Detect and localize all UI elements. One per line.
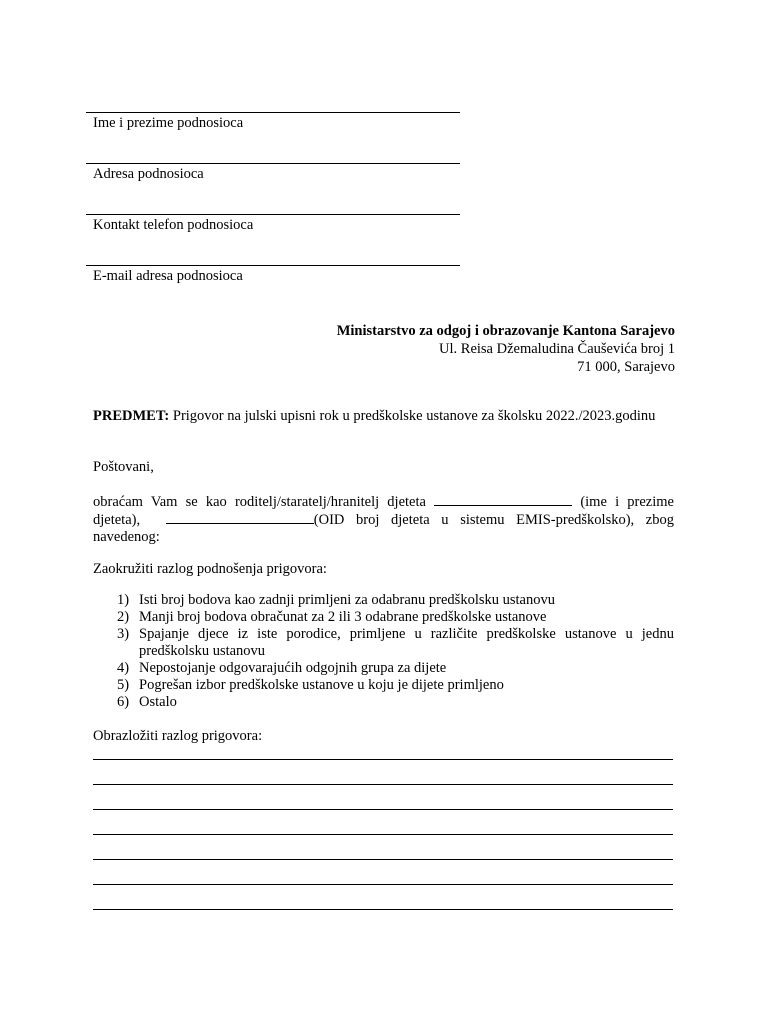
reason-text: Ostalo xyxy=(139,694,177,710)
reason-text: Manji broj bodova obračunat za 2 ili 3 odabrane predškolske ustanove xyxy=(139,609,547,625)
body-text-part3: (OID broj djeteta u sistemu EMIS-predškolsko), zbog navedenog: xyxy=(93,512,674,545)
reason-text: Pogrešan izbor predškolske ustanove u koju je dijete primljeno xyxy=(139,677,504,693)
explain-instruction: Obrazložiti razlog prigovora: xyxy=(93,728,263,744)
applicant-email-line[interactable] xyxy=(86,265,460,266)
circle-instruction: Zaokružiti razlog podnošenja prigovora: xyxy=(93,561,327,577)
answer-line[interactable] xyxy=(93,809,673,810)
applicant-phone-line[interactable] xyxy=(86,214,460,215)
reason-text: Nepostojanje odgovarajućih odgojnih grupa za dijete xyxy=(139,660,447,676)
reason-number: 2) xyxy=(117,609,130,625)
reason-number: 6) xyxy=(117,694,130,710)
applicant-name-field[interactable] xyxy=(86,112,460,131)
applicant-address-label: Adresa podnosioca xyxy=(93,166,204,182)
applicant-phone-field[interactable] xyxy=(86,214,460,233)
applicant-email-label: E-mail adresa podnosioca xyxy=(93,268,243,284)
answer-line[interactable] xyxy=(93,834,673,835)
applicant-email-field[interactable] xyxy=(86,265,460,284)
reason-item[interactable] xyxy=(117,694,674,711)
answer-line[interactable] xyxy=(93,859,673,860)
applicant-address-field[interactable] xyxy=(86,163,460,182)
child-name-blank[interactable] xyxy=(434,493,572,506)
recipient-street: Ul. Reisa Džemaludina Čauševića broj 1 xyxy=(439,341,675,357)
applicant-name-label: Ime i prezime podnosioca xyxy=(93,115,244,131)
answer-line[interactable] xyxy=(93,759,673,760)
applicant-name-line[interactable] xyxy=(86,112,460,113)
reason-item[interactable] xyxy=(117,609,674,626)
subject-label: PREDMET: xyxy=(93,408,170,424)
answer-line[interactable] xyxy=(93,909,673,910)
answer-line[interactable] xyxy=(93,784,673,785)
body-paragraph xyxy=(93,493,674,546)
subject-paragraph xyxy=(93,408,674,425)
reason-number: 5) xyxy=(117,677,130,693)
body-text-part1: obraćam Vam se kao roditelj/staratelj/hranitelj djeteta xyxy=(93,494,426,510)
subject-text: Prigovor na julski upisni rok u predškolske ustanove za školsku 2022./2023.godinu xyxy=(172,408,656,424)
reason-number: 1) xyxy=(117,592,130,608)
greeting: Poštovani, xyxy=(93,459,154,475)
reason-item[interactable] xyxy=(117,660,674,677)
child-oid-blank[interactable] xyxy=(166,511,314,524)
reason-item[interactable] xyxy=(117,626,674,660)
answer-line[interactable] xyxy=(93,884,673,885)
reason-item[interactable] xyxy=(117,592,674,609)
reason-number: 4) xyxy=(117,660,130,676)
recipient-city: 71 000, Sarajevo xyxy=(577,359,675,375)
reason-number: 3) xyxy=(117,626,130,642)
reason-text: Spajanje djece iz iste porodice, primljene u različite predškolske ustanove u jednu predškolsku ustanovu xyxy=(139,626,674,659)
reason-item[interactable] xyxy=(117,677,674,694)
reasons-list xyxy=(117,592,674,711)
reason-text: Isti broj bodova kao zadnji primljeni za odabranu predškolsku ustanovu xyxy=(139,592,555,608)
recipient-block xyxy=(337,322,675,376)
body-text-part2: (ime i prezime djeteta), xyxy=(93,494,674,528)
recipient-name: Ministarstvo za odgoj i obrazovanje Kantona Sarajevo xyxy=(336,323,675,339)
applicant-address-line[interactable] xyxy=(86,163,460,164)
applicant-phone-label: Kontakt telefon podnosioca xyxy=(93,217,254,233)
